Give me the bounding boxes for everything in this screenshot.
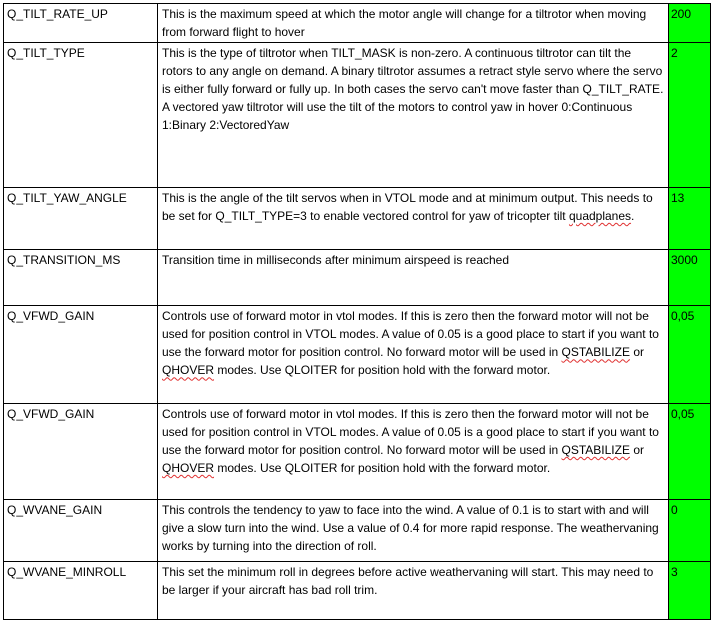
description-text: This set the minimum roll in degrees before active weathervaning will start. This may need to be larger if your aircraft has bad roll trim.: [162, 564, 654, 597]
description-text: Controls use of forward motor in vtol modes. If this is zero then the forward motor will not be used for position control in VTOL modes. A value of 0.05 is a good place to start if you want to use the forward motor for position control. No forward motor will be used in: [162, 406, 659, 457]
description-text: This is the maximum speed at which the motor angle will change for a tiltrotor when moving from forward flight to hover: [162, 7, 647, 39]
param-description-cell[interactable]: [158, 306, 669, 403]
param-description-cell[interactable]: [158, 561, 669, 619]
param-value-cell[interactable]: 2: [669, 43, 711, 188]
misspelled-word: QSTABILIZE: [561, 345, 630, 360]
table-row: [4, 306, 711, 403]
description-text: Controls use of forward motor in vtol modes. If this is zero then the forward motor will not be used for position control in VTOL modes. A value of 0.05 is a good place to start if you want to use the forward motor for position control. No forward motor will be used in: [162, 309, 659, 360]
param-description-cell[interactable]: [158, 250, 669, 306]
param-name-cell[interactable]: Q_TILT_TYPE: [4, 43, 158, 188]
param-description-cell[interactable]: [158, 4, 669, 43]
parameter-table-body: [4, 4, 711, 620]
table-row: [4, 561, 711, 619]
param-description-cell[interactable]: [158, 403, 669, 499]
param-description-cell[interactable]: [158, 500, 669, 561]
description-text: or: [629, 442, 644, 457]
table-row: [4, 500, 711, 561]
parameter-table: [3, 3, 711, 620]
param-value-cell[interactable]: 3000: [669, 250, 711, 306]
param-name-cell[interactable]: Q_VFWD_GAIN: [4, 306, 158, 403]
table-row: [4, 250, 711, 306]
param-description-cell[interactable]: [158, 187, 669, 249]
description-text: modes. Use QLOITER for position hold with the forward motor.: [214, 460, 551, 475]
description-text: .: [631, 208, 635, 223]
param-value-cell[interactable]: 200: [669, 4, 711, 43]
table-row: [4, 403, 711, 499]
description-text: This is the type of tiltrotor when TILT_MASK is non-zero. A continuous tiltrotor can tilt the rotors to any angle on demand. A binary tiltrotor assumes a retract style servo where the servo is either fully forward or fully up. In both cases the servo can't move faster than Q_TILT_RATE. A vectored yaw tiltrotor will use the tilt of the motors to control yaw in hover 0:Continuous 1:Binary 2:VectoredYaw: [162, 46, 664, 133]
description-text: This is the angle of the tilt servos when in VTOL mode and at minimum output. This needs to be set for Q_TILT_TYPE=3 to enable vectored control for yaw of tricopter tilt: [162, 190, 653, 223]
param-value-cell[interactable]: 0: [669, 500, 711, 561]
param-name-cell[interactable]: Q_TILT_YAW_ANGLE: [4, 187, 158, 249]
table-row: [4, 43, 711, 188]
param-name-cell[interactable]: Q_WVANE_GAIN: [4, 500, 158, 561]
param-name-cell[interactable]: Q_WVANE_MINROLL: [4, 561, 158, 619]
misspelled-word: quadplanes: [568, 208, 632, 223]
description-text: modes. Use QLOITER for position hold with the forward motor.: [214, 363, 551, 378]
description-text: This controls the tendency to yaw to face into the wind. A value of 0.1 is to start with and will give a slow turn into the wind. Use a value of 0.4 for more rapid response. The weathervaning works by turning into the direction of roll.: [162, 503, 659, 554]
param-value-cell[interactable]: 3: [669, 561, 711, 619]
param-value-cell[interactable]: 0,05: [669, 403, 711, 499]
param-name-cell[interactable]: Q_TRANSITION_MS: [4, 250, 158, 306]
misspelled-word: QHOVER: [162, 460, 215, 475]
description-text: or: [629, 345, 644, 360]
param-name-cell[interactable]: Q_TILT_RATE_UP: [4, 4, 158, 43]
misspelled-word: QSTABILIZE: [561, 442, 630, 457]
description-text: Transition time in milliseconds after minimum airspeed is reached: [162, 253, 510, 268]
param-value-cell[interactable]: 13: [669, 187, 711, 249]
misspelled-word: QHOVER: [162, 363, 215, 378]
param-value-cell[interactable]: 0,05: [669, 306, 711, 403]
table-row: [4, 187, 711, 249]
param-description-cell[interactable]: [158, 43, 669, 188]
param-name-cell[interactable]: Q_VFWD_GAIN: [4, 403, 158, 499]
table-row: [4, 4, 711, 43]
